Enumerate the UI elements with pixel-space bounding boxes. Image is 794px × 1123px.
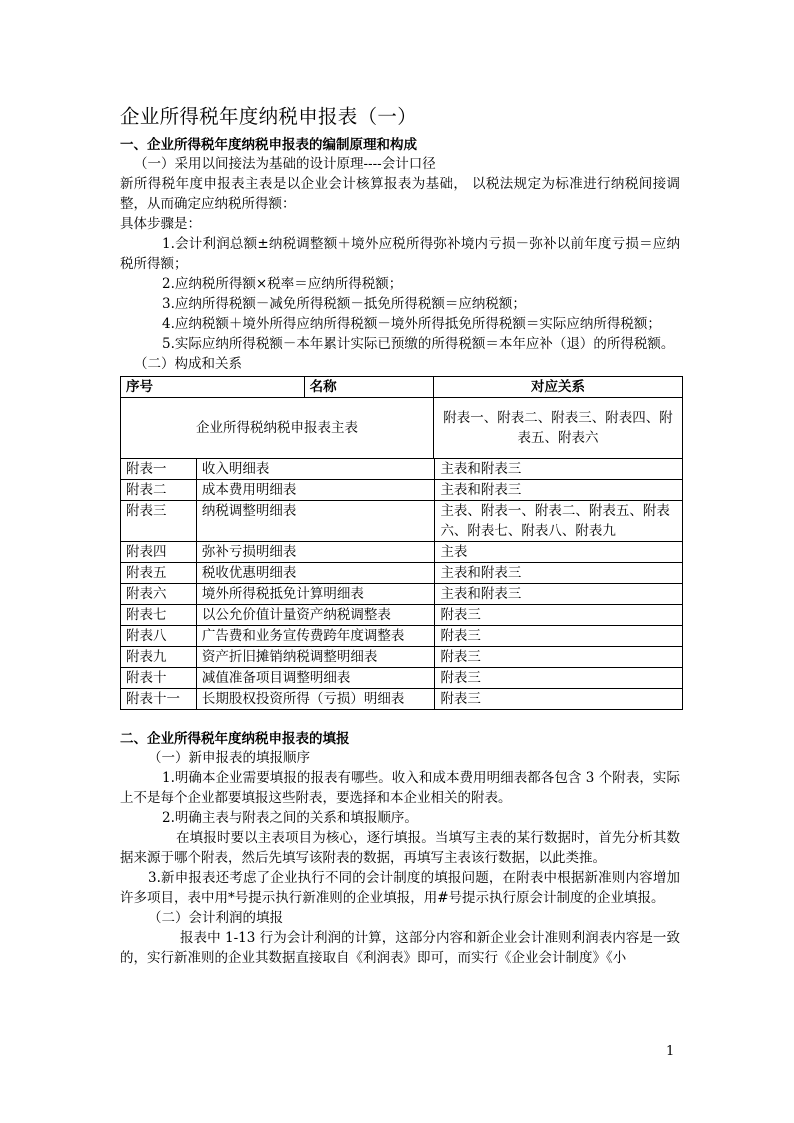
appendix-name-cell: 成本费用明细表 (196, 480, 435, 501)
appendix-relation-cell: 附表三 (435, 605, 683, 626)
table-row (121, 626, 683, 647)
table-row (121, 584, 683, 605)
appendix-no-cell: 附表九 (121, 647, 197, 668)
appendix-relation-cell: 附表三 (435, 689, 683, 710)
section-2-paragraph-4: 3.新申报表还考虑了企业执行不同的会计制度的填报问题，在附表中根据新准则内容增加许多项目，表中用*号提示执行新准则的企业填报，用#号提示执行原会计制度的企业填报。 (120, 870, 680, 906)
section-2-paragraph-3: 在填报时要以主表项目为核心，逐行填报。当填写主表的某行数据时，首先分析其数据来源于哪个附表，然后先填写该附表的数据，再填写主表该行数据，以此类推。 (120, 830, 680, 866)
appendix-no-cell: 附表七 (121, 605, 197, 626)
appendix-name-cell: 长期股权投资所得（亏损）明细表 (196, 689, 435, 710)
table-main-row (121, 398, 683, 459)
appendix-relation-cell: 主表 (435, 542, 683, 563)
appendix-name-cell: 境外所得税抵免计算明细表 (196, 584, 435, 605)
header-name: 名称 (304, 377, 433, 398)
appendix-name-cell: 收入明细表 (196, 459, 435, 480)
table-row (121, 480, 683, 501)
table-row (121, 459, 683, 480)
section-2-paragraph-2: 2.明确主表与附表之间的关系和填报顺序。 (162, 810, 418, 826)
appendix-name-cell: 税收优惠明细表 (196, 563, 435, 584)
section-1-heading: 一、企业所得税年度纳税申报表的编制原理和构成 (120, 137, 417, 153)
section-1-sub-1: （一）采用以间接法为基础的设计原理----会计口径 (134, 156, 436, 172)
header-relation: 对应关系 (434, 377, 683, 398)
main-table-name: 企业所得税纳税申报表主表 (121, 398, 434, 459)
appendix-no-cell: 附表十 (121, 668, 197, 689)
appendix-relation-cell: 附表三 (435, 668, 683, 689)
section-1-paragraph-1: 新所得税年度申报表主表是以企业会计核算报表为基础， 以税法规定为标准进行纳税间接调整，从而确定应纳税所得额： (120, 176, 680, 212)
section-2-paragraph-5: 报表中 1-13 行为会计利润的计算，这部分内容和新企业会计准则利润表内容是一致的，实行新准则的企业其数据直接取自《利润表》即可，而实行《企业会计制度》《小 (120, 930, 680, 966)
section-1-sub-2: （二）构成和关系 (134, 356, 242, 372)
step-5: 5.实际应纳所得税额－本年累计实际已预缴的所得税额＝本年应补（退）的所得税额。 (162, 336, 675, 352)
table-row (121, 668, 683, 689)
appendix-no-cell: 附表五 (121, 563, 197, 584)
appendix-relation-cell: 附表三 (435, 626, 683, 647)
table-header-row (121, 377, 683, 398)
appendix-relation-cell: 主表和附表三 (435, 584, 683, 605)
steps-label: 具体步骤是： (120, 216, 201, 232)
appendix-no-cell: 附表六 (121, 584, 197, 605)
composition-table (120, 376, 683, 459)
appendix-no-cell: 附表四 (121, 542, 197, 563)
spacer (120, 710, 680, 730)
page-title: 企业所得税年度纳税申报表（一） (120, 105, 418, 128)
section-2-sub-1: （一）新申报表的填报顺序 (148, 750, 310, 766)
appendix-relation-cell: 主表和附表三 (435, 480, 683, 501)
step-4: 4.应纳税额＋境外所得应纳所得税额－境外所得抵免所得税额＝实际应纳所得税额； (162, 316, 661, 332)
main-table-relation: 附表一、附表二、附表三、附表四、附表五、附表六 (434, 398, 683, 459)
appendix-name-cell: 以公允价值计量资产纳税调整表 (196, 605, 435, 626)
appendix-no-cell: 附表十一 (121, 689, 197, 710)
table-row (121, 689, 683, 710)
page-number: 1 (666, 1044, 675, 1059)
step-1: 1.会计利润总额±纳税调整额＋境外应税所得弥补境内亏损－弥补以前年度亏损＝应纳税所得额； (120, 236, 680, 272)
table-row (121, 501, 683, 542)
section-2-paragraph-1: 1.明确本企业需要填报的报表有哪些。收入和成本费用明细表都各包含 3 个附表，实际上不是每个企业都要填报这些附表，要选择和本企业相关的附表。 (120, 770, 680, 806)
appendix-name-cell: 弥补亏损明细表 (196, 542, 435, 563)
step-3: 3.应纳所得税额－减免所得税额－抵免所得税额＝应纳税额； (162, 296, 526, 312)
table-row (121, 605, 683, 626)
appendix-relation-cell: 主表、附表一、附表二、附表五、附表六、附表七、附表八、附表九 (435, 501, 683, 542)
appendix-no-cell: 附表二 (121, 480, 197, 501)
step-2: 2.应纳税所得额×税率＝应纳所得税额； (162, 276, 403, 292)
appendix-name-cell: 纳税调整明细表 (196, 501, 435, 542)
appendix-no-cell: 附表一 (121, 459, 197, 480)
appendix-relation-cell: 主表和附表三 (435, 563, 683, 584)
table-row (121, 563, 683, 584)
table-row (121, 647, 683, 668)
appendix-name-cell: 减值准备项目调整明细表 (196, 668, 435, 689)
appendix-name-cell: 资产折旧摊销纳税调整明细表 (196, 647, 435, 668)
table-row (121, 542, 683, 563)
appendix-relation-cell: 附表三 (435, 647, 683, 668)
appendix-relation-cell: 主表和附表三 (435, 459, 683, 480)
document-body (120, 104, 680, 968)
header-no: 序号 (121, 377, 305, 398)
appendix-no-cell: 附表三 (121, 501, 197, 542)
section-2-heading: 二、企业所得税年度纳税申报表的填报 (120, 731, 350, 747)
appendix-name-cell: 广告费和业务宣传费跨年度调整表 (196, 626, 435, 647)
appendix-no-cell: 附表八 (121, 626, 197, 647)
section-2-sub-2: （二）会计利润的填报 (148, 910, 283, 926)
appendix-table (120, 458, 683, 710)
